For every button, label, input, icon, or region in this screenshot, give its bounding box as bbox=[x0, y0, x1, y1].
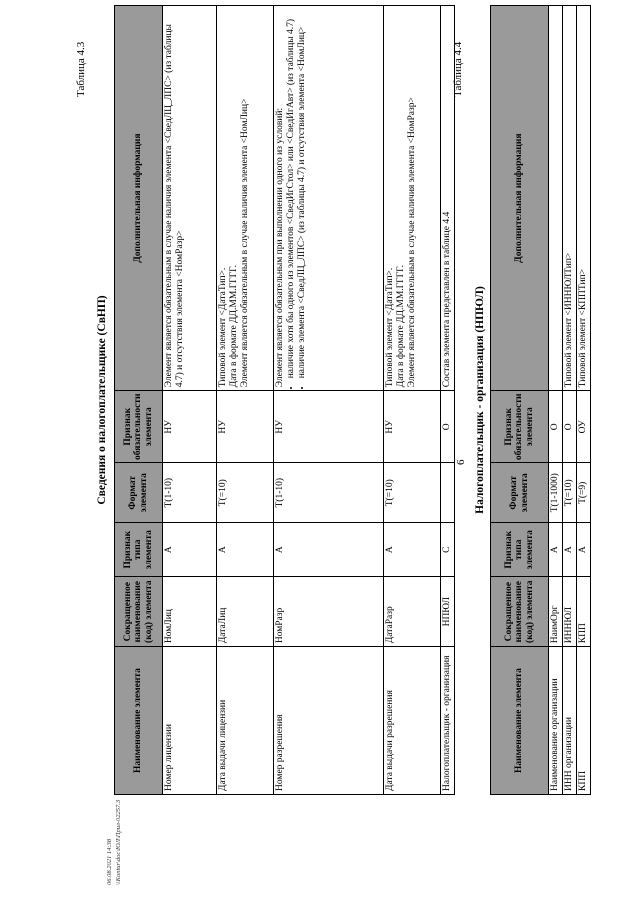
info-line: Элемент является обязательным в случае наличия элемента <НомЛиц> bbox=[240, 98, 250, 388]
header-code: Сокращенное наименование (код) элемента bbox=[115, 577, 163, 647]
cell-format: Т(=10) bbox=[217, 463, 274, 523]
header-info: Дополнительная информация bbox=[115, 6, 163, 391]
header-type: Признак типа элемента bbox=[115, 523, 163, 577]
cell-type: А bbox=[217, 523, 274, 577]
cell-name: Номер лицензии bbox=[163, 647, 217, 795]
cell-info: Типовой элемент <КППТип> bbox=[577, 6, 591, 391]
cell-info bbox=[274, 6, 384, 391]
cell-type: А bbox=[549, 523, 563, 577]
cell-code: НомЛиц bbox=[163, 577, 217, 647]
cell-format: Т(=9) bbox=[577, 463, 591, 523]
header-code: Сокращенное наименование (код) элемента bbox=[491, 577, 549, 647]
cell-required: О bbox=[563, 391, 577, 463]
info-line: Типовой элемент <ДатаТип>. bbox=[385, 267, 395, 388]
cell-code: НаимОрг bbox=[549, 577, 563, 647]
cell-format bbox=[441, 463, 455, 523]
table-row bbox=[563, 6, 577, 795]
cell-type: А bbox=[563, 523, 577, 577]
cell-required: НУ bbox=[217, 391, 274, 463]
cell-name: Дата выдачи разрешения bbox=[384, 647, 441, 795]
info-bullet: • наличие элемента <СведЛЦ_ЛПС> (из таблицы 4.7) и отсутствия элемента <НомЛиц> bbox=[297, 9, 308, 378]
table2-header-row bbox=[491, 6, 549, 795]
cell-format: Т(=10) bbox=[384, 463, 441, 523]
table-row bbox=[441, 6, 455, 795]
header-format: Формат элемента bbox=[491, 463, 549, 523]
info-line: Дата в формате ДД.ММ.ГГГГ. bbox=[229, 265, 239, 388]
info-bullets bbox=[286, 9, 308, 387]
header-required: Признак обязательности элемента bbox=[115, 391, 163, 463]
cell-format: Т(1-1000) bbox=[549, 463, 563, 523]
table2-title: Налогоплательщик - организация (НПЮЛ) bbox=[474, 286, 486, 514]
footnote bbox=[105, 800, 123, 885]
cell-info bbox=[549, 6, 563, 391]
cell-format: Т(1-10) bbox=[274, 463, 384, 523]
cell-name: Дата выдачи лицензии bbox=[217, 647, 274, 795]
cell-required: ОУ bbox=[577, 391, 591, 463]
cell-info: Типовой элемент <ИННЮЛТип> bbox=[563, 6, 577, 391]
cell-format: Т(1-10) bbox=[163, 463, 217, 523]
footnote-date: 06.08.2021 14:38 bbox=[106, 838, 113, 885]
header-format: Формат элемента bbox=[115, 463, 163, 523]
header-required: Признак обязательности элемента bbox=[491, 391, 549, 463]
info-line: Дата в формате ДД.ММ.ГГГГ. bbox=[396, 265, 406, 388]
info-bullet: • наличие хотя бы одного из элементов <СведИгСтол> или <СведИгАвт> (из таблицы 4.7) bbox=[286, 9, 297, 378]
cell-code: ДатаРазр bbox=[384, 577, 441, 647]
cell-type: С bbox=[441, 523, 455, 577]
cell-type: А bbox=[274, 523, 384, 577]
cell-name: КПП bbox=[577, 647, 591, 795]
cell-code: ИННЮЛ bbox=[563, 577, 577, 647]
info-line: Типовой элемент <ДатаТип>. bbox=[218, 267, 228, 388]
cell-name: Наименование организации bbox=[549, 647, 563, 795]
info-line: Состав элемента представлен в таблице 4.4 bbox=[442, 211, 452, 388]
info-line: Элемент является обязательным в случае наличия элемента <СведЛЦ_ЛПС> (из таблицы 4.7) и отсутствия элемента <НомРазр> bbox=[164, 24, 185, 388]
cell-format: Т(=10) bbox=[563, 463, 577, 523]
cell-required: НУ bbox=[274, 391, 384, 463]
cell-required: О bbox=[549, 391, 563, 463]
cell-code: НПЮЛ bbox=[441, 577, 455, 647]
cell-required: НУ bbox=[163, 391, 217, 463]
table1-title: Сведения о налогоплательщике (СвНП) bbox=[96, 295, 108, 505]
cell-code: ДатаЛиц bbox=[217, 577, 274, 647]
info-line: Элемент является обязательным при выполнении одного из условий: bbox=[275, 107, 285, 388]
info-line: Элемент является обязательным в случае наличия элемента <НомРазр> bbox=[407, 97, 417, 388]
cell-type: А bbox=[384, 523, 441, 577]
header-info: Дополнительная информация bbox=[491, 6, 549, 391]
cell-required: О bbox=[441, 391, 455, 463]
table-row bbox=[384, 6, 441, 795]
header-type: Признак типа элемента bbox=[491, 523, 549, 577]
table2 bbox=[490, 5, 591, 795]
cell-code: КПП bbox=[577, 577, 591, 647]
cell-required: НУ bbox=[384, 391, 441, 463]
cell-type: А bbox=[577, 523, 591, 577]
header-name: Наименование элемента bbox=[115, 647, 163, 795]
table-row bbox=[549, 6, 563, 795]
cell-name: ИНН организации bbox=[563, 647, 577, 795]
table1-header-row bbox=[115, 6, 163, 795]
table1 bbox=[114, 5, 455, 795]
header-name: Наименование элемента bbox=[491, 647, 549, 795]
table-row bbox=[217, 6, 274, 795]
table1-caption: Таблица 4.3 bbox=[75, 41, 87, 97]
page-number: 6 bbox=[455, 459, 467, 465]
table2-caption: Таблица 4.4 bbox=[452, 41, 464, 97]
table-row bbox=[577, 6, 591, 795]
cell-code: НомРазр bbox=[274, 577, 384, 647]
table-row bbox=[274, 6, 384, 795]
footnote-path: \\Kontur\doc\ЮЛ\Прил-02257.3 bbox=[115, 799, 122, 885]
cell-name: Налогоплательщик - организация bbox=[441, 647, 455, 795]
table-row bbox=[163, 6, 217, 795]
cell-info bbox=[384, 6, 441, 391]
cell-name: Номер разрешения bbox=[274, 647, 384, 795]
cell-info bbox=[217, 6, 274, 391]
cell-type: А bbox=[163, 523, 217, 577]
cell-info bbox=[163, 6, 217, 391]
